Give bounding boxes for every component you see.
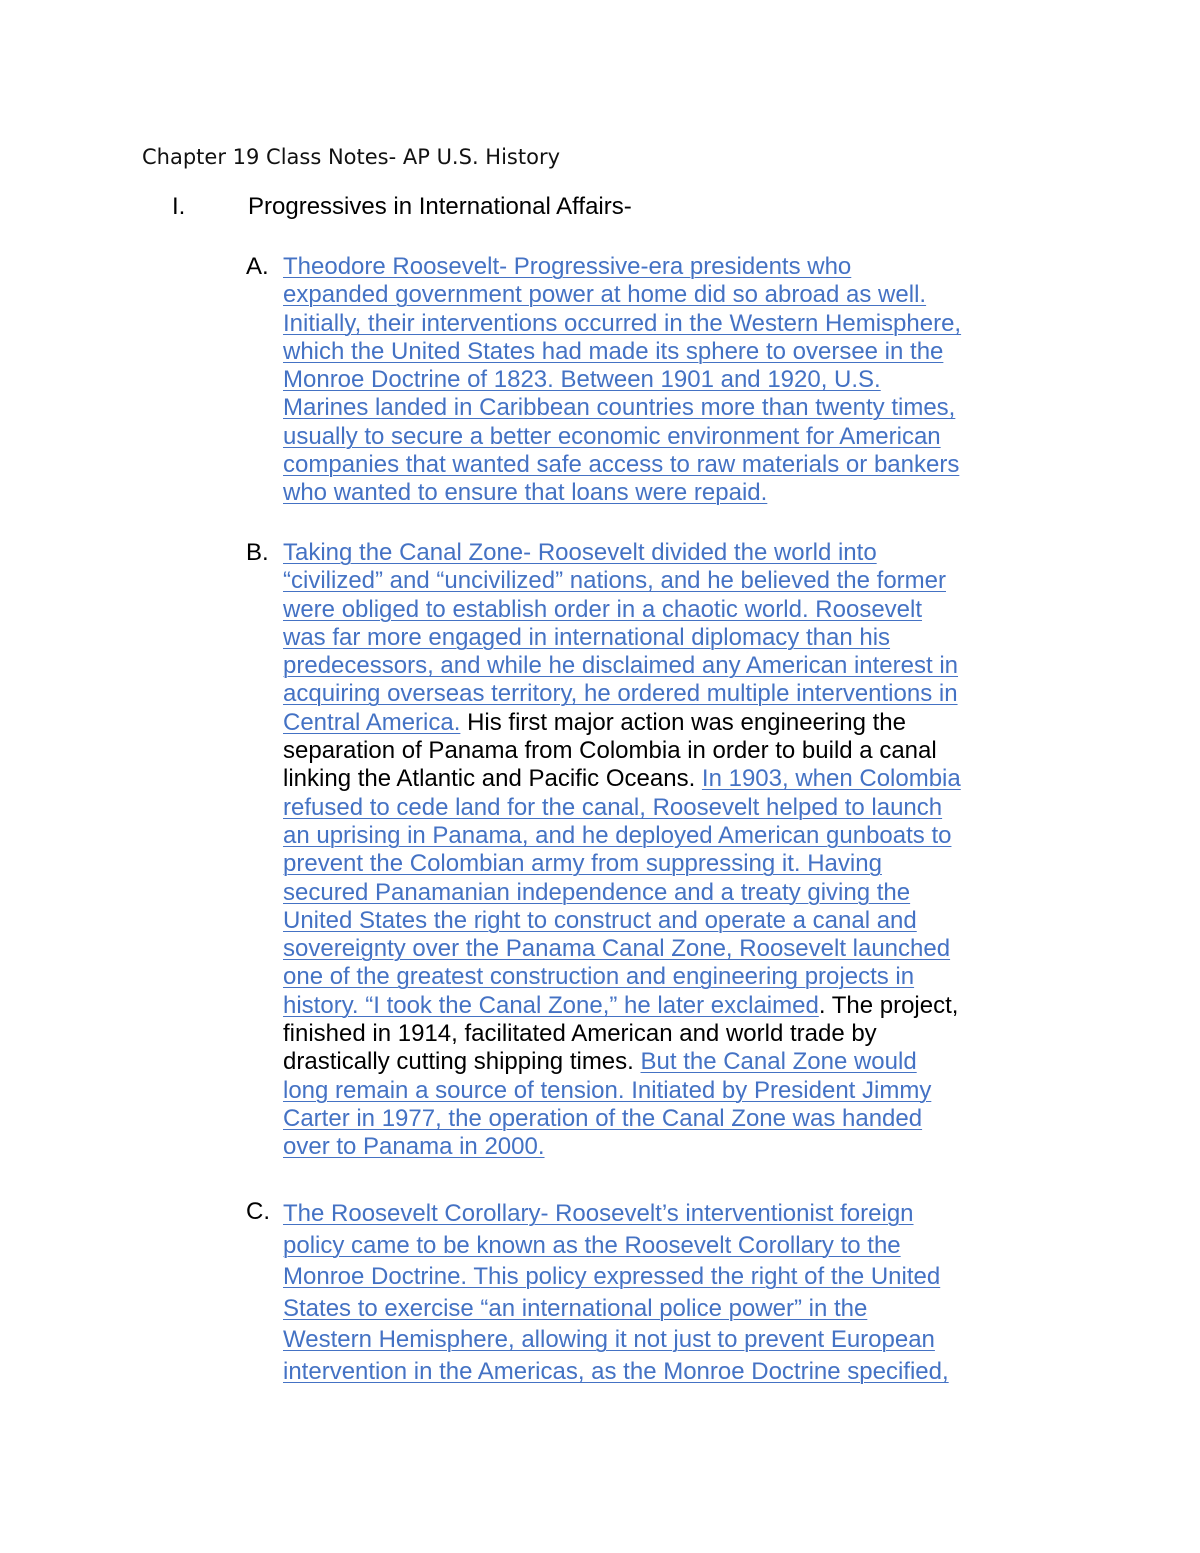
text-line (283, 366, 1073, 394)
hyperlink-text[interactable]: Marines landed in Caribbean countries more than twenty times, (283, 394, 956, 422)
text-line (283, 680, 1073, 708)
text-line (283, 479, 1073, 507)
hyperlink-text[interactable]: history. “I took the Canal Zone,” he later exclaimed (283, 991, 819, 1019)
item-body (283, 539, 1073, 1162)
hyperlink-text[interactable]: secured Panamanian independence and a treaty giving the (283, 878, 911, 906)
text-line (283, 310, 1073, 338)
hyperlink-text[interactable]: The Roosevelt Corollary- Roosevelt’s interventionist foreign (283, 1200, 914, 1227)
hyperlink-text[interactable]: Monroe Doctrine. This policy expressed the right of the United (283, 1263, 941, 1291)
text-line (283, 253, 1073, 281)
hyperlink-text[interactable]: Taking the Canal Zone- Roosevelt divided the world into (283, 539, 877, 566)
hyperlink-text[interactable]: who wanted to ensure that loans were repaid. (283, 479, 768, 507)
text-line (283, 765, 1073, 793)
text-line (283, 935, 1073, 963)
hyperlink-text[interactable]: Monroe Doctrine of 1823. Between 1901 and 1920, U.S. (283, 366, 881, 394)
text-line (283, 1198, 1073, 1230)
body-text: . The project, (818, 991, 959, 1019)
hyperlink-text[interactable]: But the Canal Zone would (640, 1048, 917, 1076)
hyperlink-text[interactable]: Central America. (283, 708, 461, 736)
text-line (283, 992, 1073, 1020)
hyperlink-text[interactable]: United States the right to construct and operate a canal and (283, 906, 917, 934)
hyperlink-text[interactable]: policy came to be known as the Roosevelt Corollary to the (283, 1231, 901, 1259)
text-line (283, 1105, 1073, 1133)
text-line (283, 1324, 1073, 1356)
text-line (283, 1077, 1073, 1105)
text-line (283, 338, 1073, 366)
hyperlink-text[interactable]: In 1903, when Colombia (701, 765, 961, 793)
hyperlink-text[interactable]: an uprising in Panama, and he deployed American gunboats to (283, 821, 952, 849)
text-line (283, 963, 1073, 991)
body-text: linking the Atlantic and Pacific Oceans. (283, 765, 702, 793)
hyperlink-text[interactable]: which the United States had made its sphere to oversee in the (283, 337, 944, 365)
text-line (283, 1020, 1073, 1048)
item-letter: A. (246, 253, 269, 280)
text-line (283, 879, 1073, 907)
hyperlink-text[interactable]: acquiring overseas territory, he ordered multiple interventions in (283, 680, 958, 708)
text-line (283, 1293, 1073, 1325)
text-line (283, 907, 1073, 935)
text-line (283, 850, 1073, 878)
hyperlink-text[interactable]: predecessors, and while he disclaimed any American interest in (283, 652, 959, 680)
body-text: His first major action was engineering the (460, 708, 906, 736)
text-line (283, 394, 1073, 422)
text-line (283, 281, 1073, 309)
item-letter: C. (246, 1198, 270, 1225)
outline-item-b (246, 539, 1076, 1162)
section-numeral: I. (172, 193, 186, 220)
hyperlink-text[interactable]: companies that wanted safe access to raw materials or bankers (283, 451, 960, 479)
hyperlink-text[interactable]: usually to secure a better economic environment for American (283, 422, 941, 450)
text-line (283, 652, 1073, 680)
text-line (283, 596, 1073, 624)
text-line (283, 1356, 1073, 1388)
text-line (283, 624, 1073, 652)
hyperlink-text[interactable]: expanded government power at home did so abroad as well. (283, 281, 927, 309)
hyperlink-text[interactable]: long remain a source of tension. Initiated by President Jimmy (283, 1076, 932, 1104)
hyperlink-text[interactable]: were obliged to establish order in a chaotic world. Roosevelt (283, 595, 923, 623)
hyperlink-text[interactable]: States to exercise “an international police power” in the (283, 1294, 868, 1322)
hyperlink-text[interactable]: sovereignty over the Panama Canal Zone, Roosevelt launched (283, 935, 951, 963)
hyperlink-text[interactable]: intervention in the Americas, as the Monroe Doctrine specified, (283, 1357, 949, 1385)
hyperlink-text[interactable]: “civilized” and “uncivilized” nations, and he believed the former (283, 567, 946, 595)
text-line (283, 567, 1073, 595)
hyperlink-text[interactable]: Theodore Roosevelt- Progressive-era presidents who (283, 253, 852, 280)
document-title: Chapter 19 Class Notes- AP U.S. History (142, 145, 561, 169)
hyperlink-text[interactable]: refused to cede land for the canal, Roosevelt helped to launch (283, 793, 943, 821)
item-body (283, 253, 1073, 508)
text-line (283, 737, 1073, 765)
hyperlink-text[interactable]: over to Panama in 2000. (283, 1133, 545, 1161)
outline-item-c (246, 1198, 1076, 1388)
text-line (283, 1230, 1073, 1262)
outline-item-a (246, 253, 1076, 508)
body-text: finished in 1914, facilitated American and world trade by (283, 1020, 877, 1048)
hyperlink-text[interactable]: Initially, their interventions occurred in the Western Hemisphere, (283, 309, 962, 337)
hyperlink-text[interactable]: prevent the Colombian army from suppressing it. Having (283, 850, 882, 878)
hyperlink-text[interactable]: Western Hemisphere, allowing it not just to prevent European (283, 1326, 935, 1354)
text-line (283, 451, 1073, 479)
text-line (283, 423, 1073, 451)
text-line (283, 794, 1073, 822)
item-letter: B. (246, 539, 269, 566)
text-line (283, 709, 1073, 737)
text-line (283, 1133, 1073, 1161)
section-title: Progressives in International Affairs- (248, 193, 632, 220)
hyperlink-text[interactable]: was far more engaged in international diplomacy than his (283, 623, 891, 651)
body-text: drastically cutting shipping times. (283, 1048, 641, 1076)
hyperlink-text[interactable]: one of the greatest construction and engineering projects in (283, 963, 915, 991)
body-text: separation of Panama from Colombia in order to build a canal (283, 737, 937, 765)
text-line (283, 1261, 1073, 1293)
text-line (283, 539, 1073, 567)
text-line (283, 822, 1073, 850)
item-body (283, 1198, 1073, 1388)
text-line (283, 1048, 1073, 1076)
hyperlink-text[interactable]: Carter in 1977, the operation of the Canal Zone was handed (283, 1104, 923, 1132)
